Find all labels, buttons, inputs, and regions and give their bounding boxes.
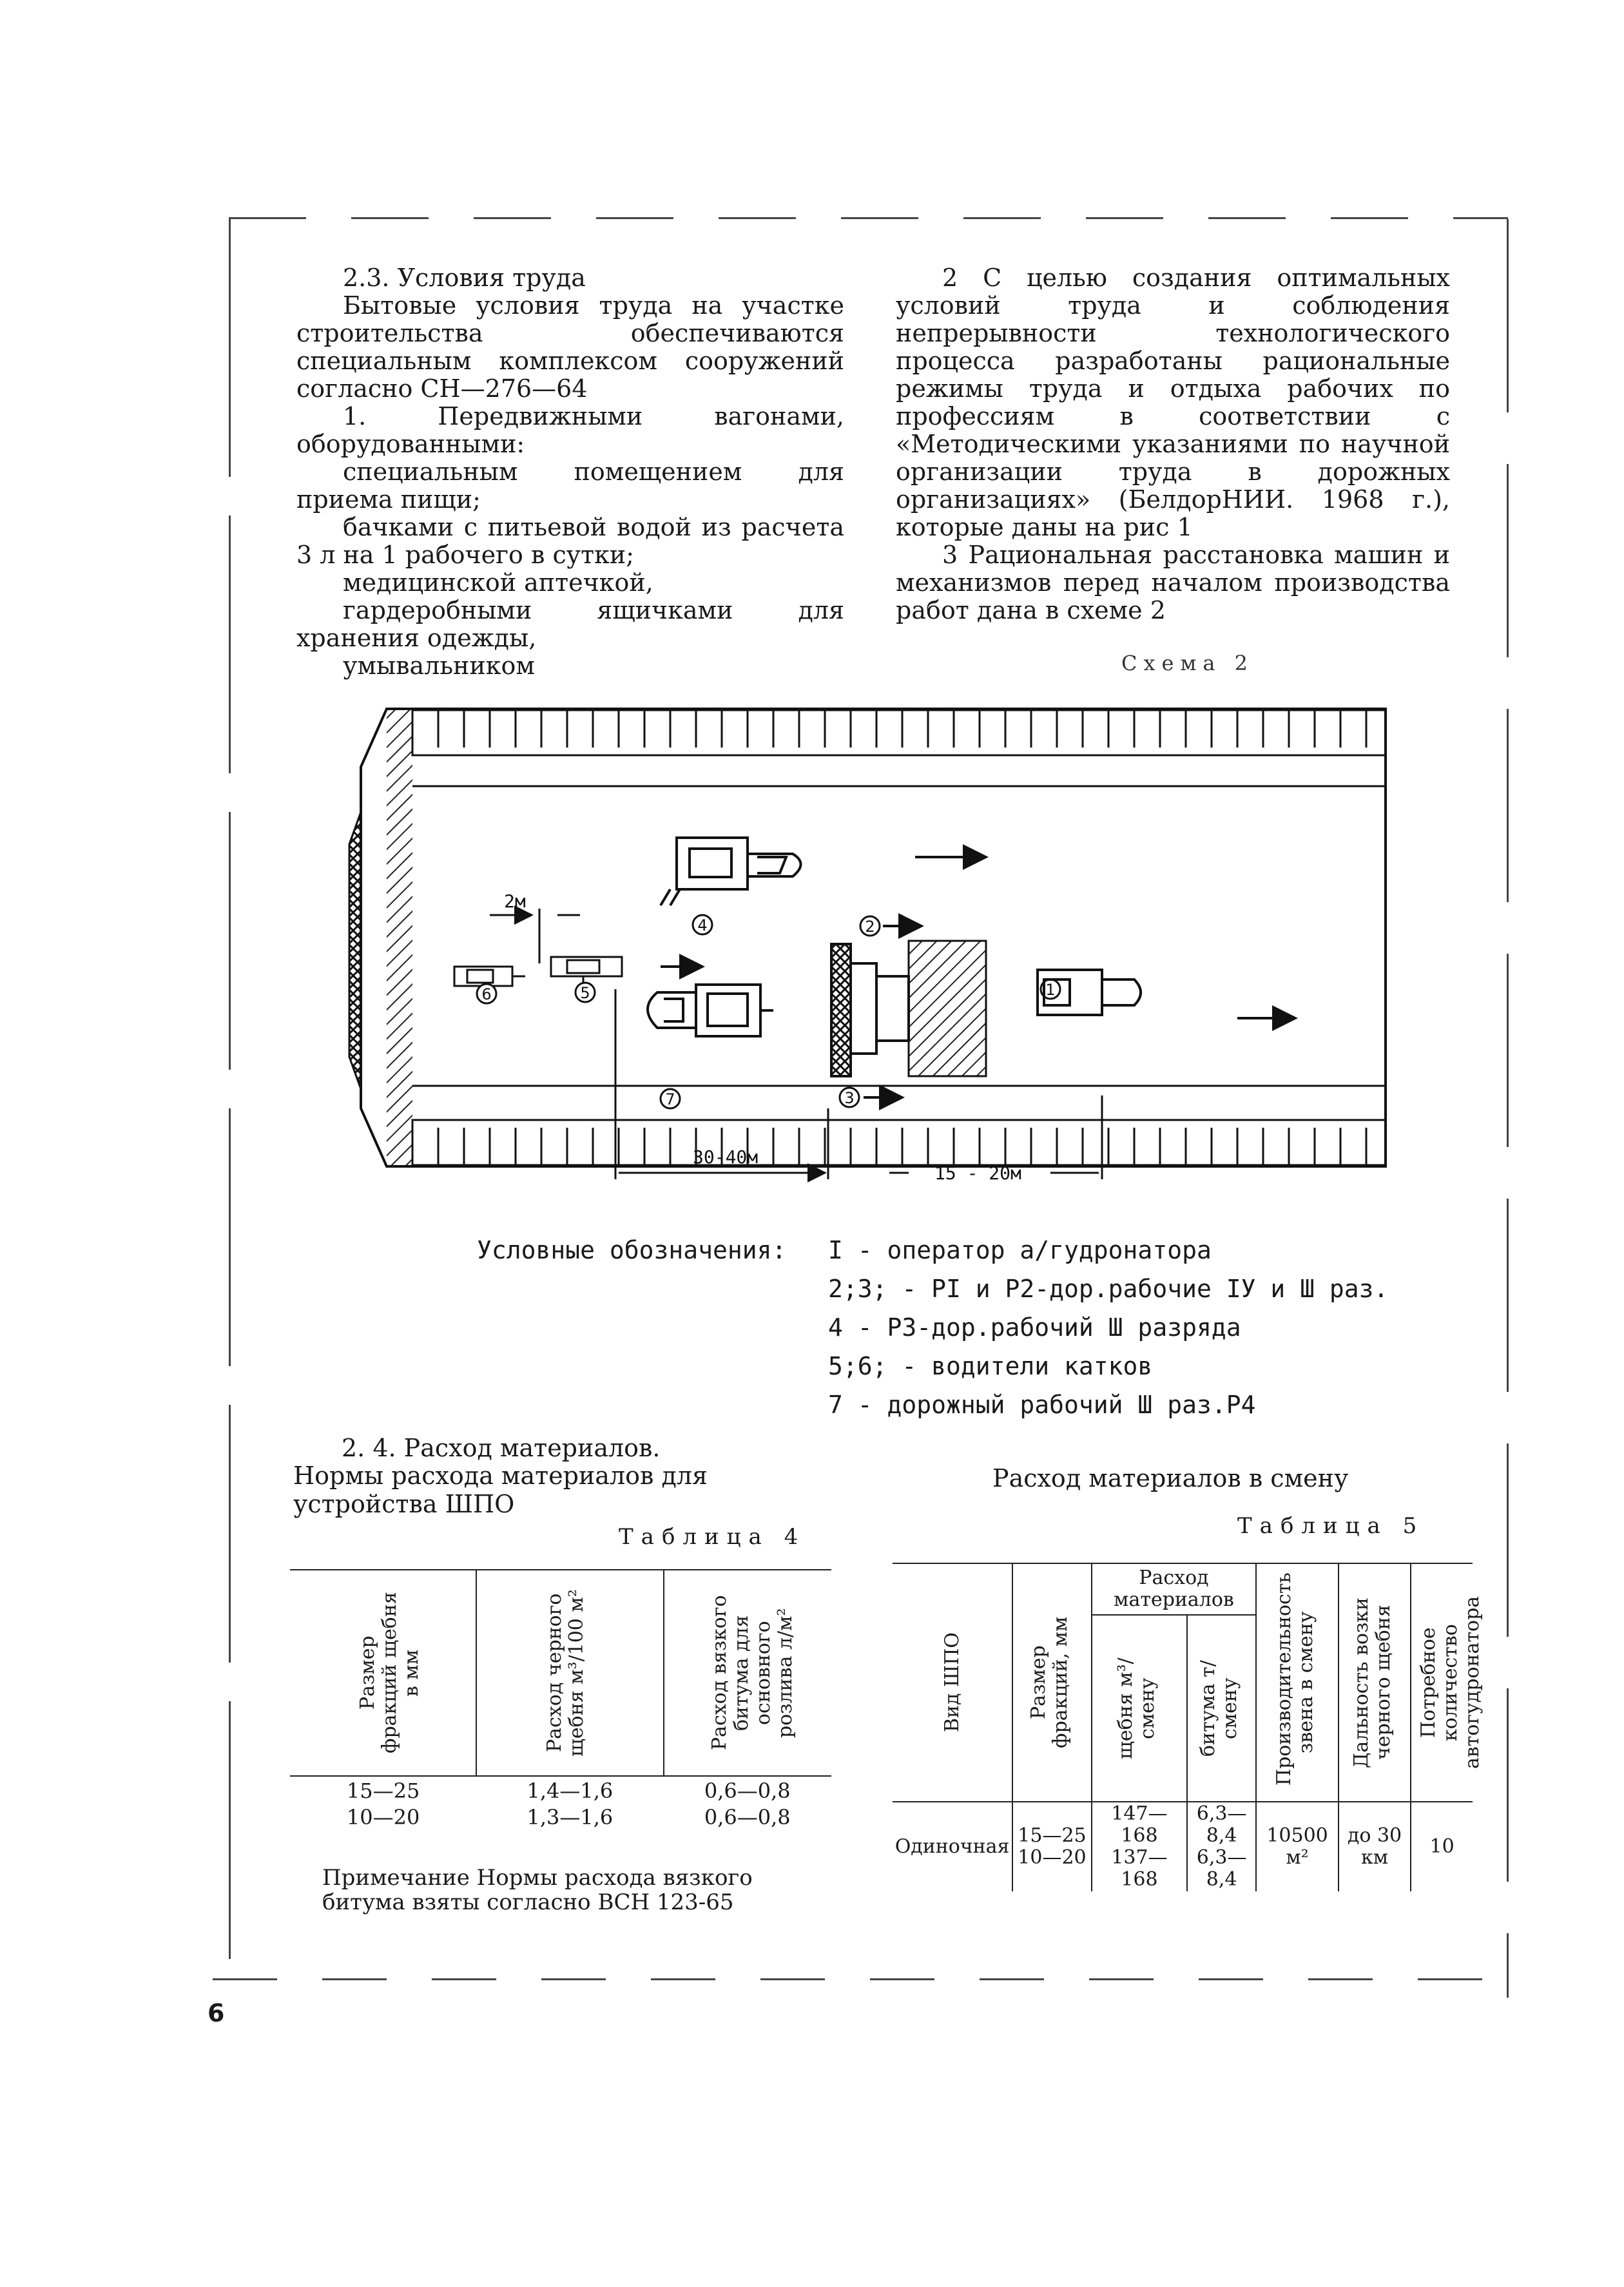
t5-productivity: 10500 м² (1256, 1802, 1339, 1891)
frame-right-line (1507, 219, 1509, 1998)
t5-header-type: Вид ШПО (940, 1632, 963, 1733)
bitumen-distributor (831, 941, 986, 1076)
dining-room-item: специальным помещением для приема пищи; (296, 458, 844, 514)
t4-r1-gravel: 1,4—1,6 (527, 1778, 614, 1803)
washstand-item: умывальником (343, 651, 535, 680)
t4-header-fraction: Размер фракций щебня в мм (356, 1592, 423, 1754)
t5-header-consumption: Расход материалов (1092, 1563, 1256, 1615)
legend-item-1: I - оператор а/гудронатора (828, 1236, 1212, 1264)
wardrobe-item: гардеробными ящичками для хранения одежды, (296, 596, 844, 652)
roller-5 (551, 957, 622, 986)
bottom-curb-ticks (438, 1128, 1366, 1165)
t4-r2-bitumen: 0,6—0,8 (704, 1805, 791, 1829)
table4-note: Примечание Нормы расхода вязкого битума взяты согласно ВСН 123-65 (322, 1865, 753, 1915)
t4-r1-bitumen: 0,6—0,8 (704, 1778, 791, 1803)
marker-4: 4 (697, 916, 708, 934)
table4-caption: Таблица 4 (619, 1524, 806, 1550)
t5-gravel-1: 147—168 (1111, 1802, 1168, 1847)
section-2-3 (296, 264, 844, 680)
section-2-4-subtitle: Нормы расхода материалов для устройства ШПО (293, 1462, 708, 1518)
t5-header-productivity: Производительность звена в смену (1272, 1572, 1317, 1786)
scheme-2-diagram (335, 696, 1418, 1211)
frame-bottom-line (213, 1978, 1502, 1980)
marker-5: 5 (580, 984, 590, 1002)
page-number: 6 (208, 1999, 225, 2027)
roller-main (648, 985, 773, 1036)
t5-header-quantity: Потребное количество автогудронатора (1417, 1596, 1484, 1770)
dim-15-20: 15 - 20м (934, 1163, 1021, 1184)
t4-r2-gravel: 1,3—1,6 (527, 1805, 614, 1829)
t5-quantity: 10 (1429, 1835, 1455, 1858)
table5-section-title: Расход материалов в смену (992, 1464, 1349, 1492)
t5-fraction-1: 15—25 (1018, 1824, 1087, 1847)
t5-type: Одиночная (893, 1802, 1012, 1891)
first-aid-item: медицинской аптечкой, (343, 568, 653, 597)
bottom-curb (412, 1120, 1386, 1165)
water-tanks-item: бачками с питьевой водой из расчета 3 л на 1 рабочего в сутки; (296, 513, 844, 569)
mobile-wagons-paragraph: 1. Передвижными вагонами, оборудованными: (296, 402, 844, 458)
work-rest-paragraph: 2 С целью создания оптимальных условий труда и соблюдения непрерывности технологического процесса разработаны рациональные режимы труда и отдыха рабочих по профессиям в соответствии с «Методическими указаниями по научной организации труда в дорожных организациях» (БелдорНИИ. 1968 г.), которые даны на рис 1 (896, 264, 1450, 541)
frame-top-line (229, 217, 1508, 219)
road-end-hatch (387, 710, 412, 1165)
roller-top (661, 838, 801, 905)
marker-1: 1 (1045, 981, 1056, 999)
legend-heading: Условные обозначения: (477, 1236, 787, 1264)
section-2-4-title: 2. 4. Расход материалов. (342, 1434, 661, 1462)
t4-header-bitumen: Расход вязкого битума для основного розлива л/м² (708, 1595, 797, 1751)
barrier-hatch (349, 812, 361, 1089)
table-row (290, 1776, 831, 1804)
table5 (893, 1563, 1484, 1891)
t5-fraction-2: 10—20 (1018, 1846, 1087, 1869)
right-column-text (896, 264, 1450, 624)
dim-30-40: 30-40м (693, 1146, 759, 1168)
t4-r1-fraction: 15—25 (346, 1778, 420, 1803)
t5-gravel-2: 137—168 (1111, 1846, 1168, 1891)
section-2-3-title: 2.3. Условия труда (343, 264, 586, 292)
frame-left-line (229, 219, 231, 1978)
legend-item-4: 5;6; - водители катков (828, 1352, 1153, 1380)
legend-item-3: 4 - P3-дор.рабочий Ш разряда (828, 1313, 1241, 1342)
t4-header-gravel: Расход черного щебня м³/100 м² (543, 1589, 588, 1757)
t5-header-distance: Дальность возки черного щебня (1349, 1597, 1395, 1768)
dim-2m: 2м (504, 891, 526, 912)
roller-6 (454, 967, 525, 986)
legend-item-2: 2;3; - PI и P2-дор.рабочие IУ и Ш раз. (828, 1275, 1389, 1303)
scheme-label: Схема 2 (1121, 651, 1254, 675)
table-row (893, 1802, 1473, 1891)
top-curb (412, 710, 1386, 755)
living-conditions-paragraph: Бытовые условия труда на участке строительства обеспечиваются специальным комплексом сооружений согласно СН—276—64 (296, 291, 844, 403)
marker-7: 7 (665, 1090, 675, 1108)
marker-2: 2 (865, 918, 875, 936)
legend-item-5: 7 - дорожный рабочий Ш раз.P4 (828, 1391, 1256, 1419)
t5-distance: до 30 км (1339, 1802, 1411, 1891)
machine-placement-paragraph: 3 Рациональная расстановка машин и механизмов перед началом производства работ дана в схеме 2 (896, 541, 1450, 624)
marker-3: 3 (844, 1089, 855, 1107)
table-row (290, 1804, 831, 1830)
table4 (290, 1569, 831, 1830)
t5-header-fraction: Размер фракций, мм (1027, 1616, 1072, 1749)
t4-r2-fraction: 10—20 (346, 1805, 420, 1829)
t5-bitumen-1: 6,3—8,4 (1196, 1802, 1247, 1847)
top-curb-ticks (438, 710, 1366, 748)
t5-header-bitumen: битума т/смену (1197, 1660, 1242, 1757)
marker-6: 6 (481, 985, 492, 1003)
table5-caption: Таблица 5 (1237, 1513, 1425, 1539)
t5-header-gravel: щебня м³/смену (1114, 1657, 1159, 1759)
t5-bitumen-2: 6,3—8,4 (1196, 1846, 1247, 1891)
